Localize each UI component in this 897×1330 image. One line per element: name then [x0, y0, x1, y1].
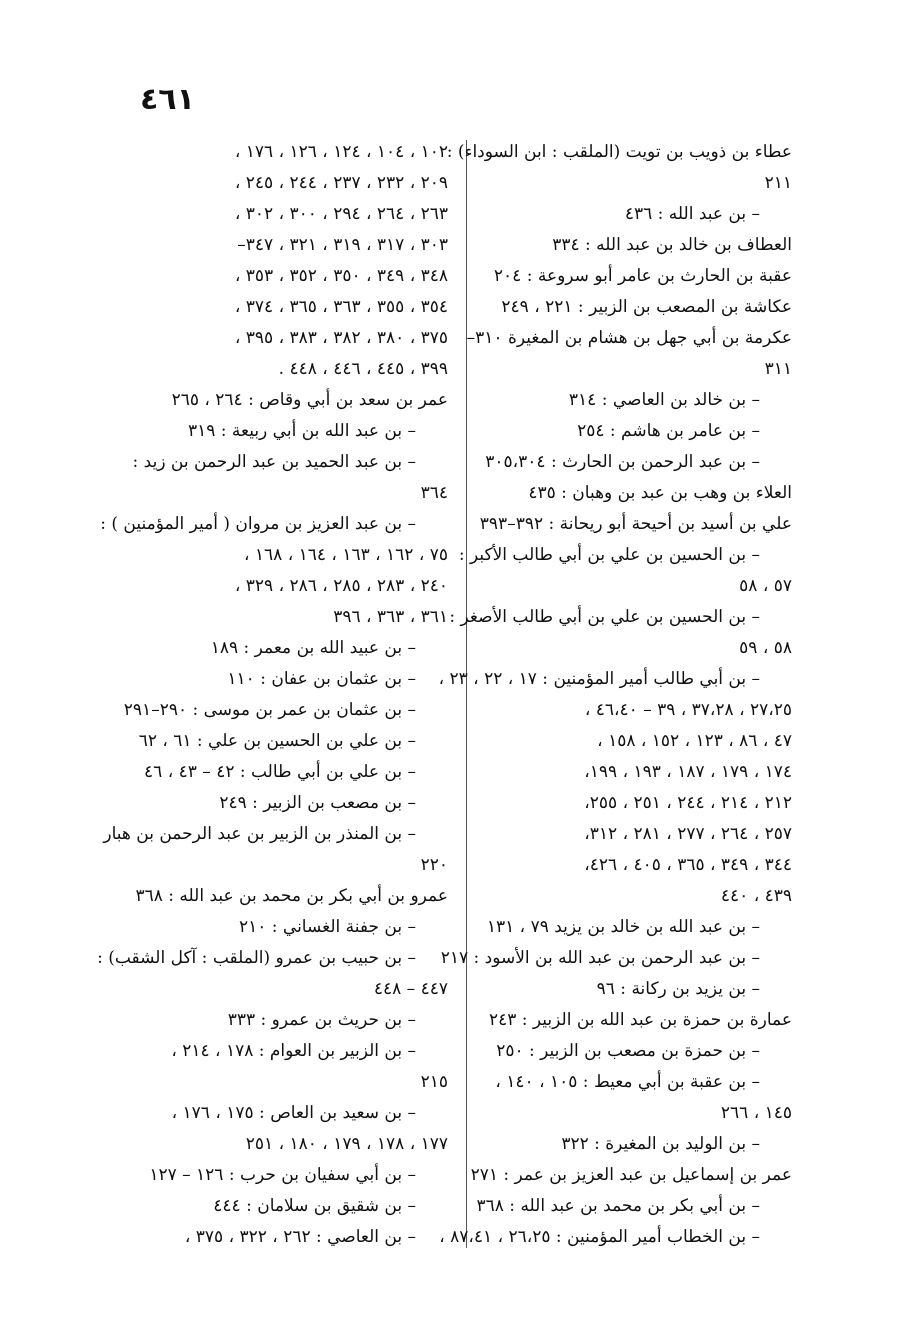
index-line: ١٧٧ ، ١٧٨ ، ١٧٩ ، ١٨٠ ، ٢٥١	[245, 1134, 448, 1154]
index-line: ٢١٢ ، ٢١٤ ، ٢٤٤ ، ٢٥١ ، ٢٥٥،	[584, 793, 792, 813]
index-line: عطاء بن ذويب بن تويت (الملقب : ابن السوداء) :	[446, 142, 792, 162]
index-line: – بن عثمان بن عمر بن موسى : ٢٩٠–٢٩١	[123, 700, 416, 720]
index-line: – بن عبد الله بن خالد بن يزيد ٧٩ ، ١٣١	[486, 917, 760, 937]
index-line: – بن عبد الرحمن بن عبد الله بن الأسود : ٢١٧	[440, 948, 760, 968]
index-line: – بن عبد الله بن أبي ربيعة : ٣١٩	[187, 421, 416, 441]
index-line: عمر بن إسماعيل بن عبد العزيز بن عمر : ٢٧١	[470, 1165, 792, 1185]
index-line: ٢٥٧ ، ٢٦٤ ، ٢٧٧ ، ٢٨١ ، ٣١٢،	[584, 824, 792, 844]
index-line: – بن حبيب بن عمرو (الملقب : آكل الشقب) :	[97, 948, 416, 968]
index-line: – بن الحسين بن علي بن أبي طالب الأكبر :	[458, 545, 760, 565]
index-line: – بن عبد العزيز بن مروان ( أمير المؤمنين ) :	[100, 514, 416, 534]
index-line: – بن أبي بكر بن محمد بن عبد الله : ٣٦٨	[476, 1196, 760, 1216]
index-line: – بن عقبة بن أبي معيط : ١٠٥ ، ١٤٠ ،	[495, 1072, 760, 1092]
index-line: – بن علي بن الحسين بن علي : ٦١ ، ٦٢	[138, 731, 416, 751]
index-line: – بن أبي طالب أمير المؤمنين : ١٧ ، ٢٢ ، ٢٣ ،	[438, 669, 760, 689]
index-line: – بن شقيق بن سلامان : ٤٤٤	[213, 1196, 416, 1216]
index-line: – بن عبد الرحمن بن الحارث : ٣٠٥،٣٠٤	[485, 452, 760, 472]
index-line: ١٧٤ ، ١٧٩ ، ١٨٧ ، ١٩٣ ، ١٩٩،	[584, 762, 792, 782]
index-line: ٣٠٣ ، ٣١٧ ، ٣١٩ ، ٣٢١ ، ٣٤٧–	[237, 235, 448, 255]
index-line: – بن الخطاب أمير المؤمنين : ٢٦،٢٥ ، ٨٧،٤١ ،	[439, 1227, 760, 1247]
index-line: ٤٣٩ ، ٤٤٠	[720, 886, 792, 906]
index-line: – بن عثمان بن عفان : ١١٠	[227, 669, 416, 689]
index-line: – بن عبيد الله بن معمر : ١٨٩	[210, 638, 416, 658]
index-line: – بن عبد الله : ٤٣٦	[624, 204, 760, 224]
index-line: – بن الحسين بن علي بن أبي طالب الأصغر :	[449, 607, 760, 627]
index-line: ٣٤٨ ، ٣٤٩ ، ٣٥٠ ، ٣٥٢ ، ٣٥٣ ،	[234, 266, 448, 286]
index-line: ٣٦١ ، ٣٦٣ ، ٣٩٦	[333, 607, 448, 627]
index-line: – بن حمزة بن مصعب بن الزبير : ٢٥٠	[496, 1041, 760, 1061]
index-line: ٢١١	[764, 173, 792, 193]
index-line: – بن أبي سفيان بن حرب : ١٢٦ – ١٢٧	[149, 1165, 416, 1185]
index-line: – بن حريث بن عمرو : ٣٣٣	[227, 1010, 416, 1030]
index-line: ٧٥ ، ١٦٢ ، ١٦٣ ، ١٦٤ ، ١٦٨ ،	[244, 545, 448, 565]
index-line: – بن سعيد بن العاص : ١٧٥ ، ١٧٦ ،	[171, 1103, 416, 1123]
index-line: – بن العاصي : ٢٦٢ ، ٣٢٢ ، ٣٧٥ ،	[184, 1227, 416, 1247]
index-line: عكرمة بن أبي جهل بن هشام بن المغيرة ٣١٠–	[466, 328, 792, 348]
index-line: – بن المنذر بن الزبير بن عبد الرحمن بن هبار	[103, 824, 416, 844]
index-line: – بن الزبير بن العوام : ١٧٨ ، ٢١٤ ،	[171, 1041, 416, 1061]
index-line: عمرو بن أبي بكر بن محمد بن عبد الله : ٣٦٨	[135, 886, 448, 906]
index-line: عمر بن سعد بن أبي وقاص : ٢٦٤ ، ٢٦٥	[171, 390, 448, 410]
index-line: ٢١٥	[420, 1072, 448, 1092]
index-line: – بن مصعب بن الزبير : ٢٤٩	[219, 793, 416, 813]
page-number: ٤٦١	[140, 82, 195, 117]
index-line: ٣٥٤ ، ٣٥٥ ، ٣٦٣ ، ٣٦٥ ، ٣٧٤ ،	[234, 297, 448, 317]
index-line: ٤٤٧ – ٤٤٨	[373, 979, 448, 999]
index-line: العطاف بن خالد بن عبد الله : ٣٣٤	[552, 235, 792, 255]
index-line: ٣٤٤ ، ٣٤٩ ، ٣٦٥ ، ٤٠٥ ، ٤٢٦،	[584, 855, 792, 875]
index-line: – بن عبد الحميد بن عبد الرحمن بن زيد :	[132, 452, 416, 472]
index-line: – بن يزيد بن ركانة : ٩٦	[596, 979, 760, 999]
index-line: ٥٨ ، ٥٩	[739, 638, 792, 658]
index-line: عمارة بن حمزة بن عبد الله بن الزبير : ٢٤٣	[488, 1010, 792, 1030]
index-line: علي بن أسيد بن أحيحة أبو ريحانة : ٣٩٢–٣٩٣	[479, 514, 792, 534]
index-line: عكاشة بن المصعب بن الزبير : ٢٢١ ، ٢٤٩	[501, 297, 792, 317]
index-line: ٣١١	[764, 359, 792, 379]
index-line: ٣٦٤	[420, 483, 448, 503]
index-line: ٤٧ ، ٨٦ ، ١٢٣ ، ١٥٢ ، ١٥٨ ،	[597, 731, 792, 751]
index-line: ١٠٢ ، ١٠٤ ، ١٢٤ ، ١٢٦ ، ١٧٦ ،	[234, 142, 448, 162]
index-line: – بن جفنة الغساني : ٢١٠	[238, 917, 416, 937]
index-line: – بن الوليد بن المغيرة : ٣٢٢	[561, 1134, 760, 1154]
index-line: ٣٩٩ ، ٤٤٥ ، ٤٤٦ ، ٤٤٨ .	[278, 359, 448, 379]
index-line: – بن خالد بن العاصي : ٣١٤	[568, 390, 760, 410]
index-line: ٢٤٠ ، ٢٨٣ ، ٢٨٥ ، ٢٨٦ ، ٣٢٩ ،	[234, 576, 448, 596]
index-line: ٢٧،٢٥ ، ٣٧،٢٨ ، ٣٩ – ٤٦،٤٠ ،	[584, 700, 792, 720]
index-line: ٢٢٠	[420, 855, 448, 875]
index-line: ٥٧ ، ٥٨	[739, 576, 792, 596]
index-line: العلاء بن وهب بن عبد بن وهبان : ٤٣٥	[528, 483, 792, 503]
index-line: – بن عامر بن هاشم : ٢٥٤	[577, 421, 760, 441]
right-column	[438, 137, 792, 1253]
left-column	[97, 137, 448, 1253]
index-line: ٣٧٥ ، ٣٨٠ ، ٣٨٢ ، ٣٨٣ ، ٣٩٥ ،	[234, 328, 448, 348]
index-line: – بن علي بن أبي طالب : ٤٢ – ٤٣ ، ٤٦	[144, 762, 416, 782]
index-line: ١٤٥ ، ٢٦٦	[720, 1103, 792, 1123]
index-line: ٢٠٩ ، ٢٣٢ ، ٢٣٧ ، ٢٤٤ ، ٢٤٥ ،	[234, 173, 448, 193]
index-line: عقبة بن الحارث بن عامر أبو سروعة : ٢٠٤	[493, 266, 792, 286]
index-line: ٢٦٣ ، ٢٦٤ ، ٢٩٤ ، ٣٠٠ ، ٣٠٢ ،	[234, 204, 448, 224]
